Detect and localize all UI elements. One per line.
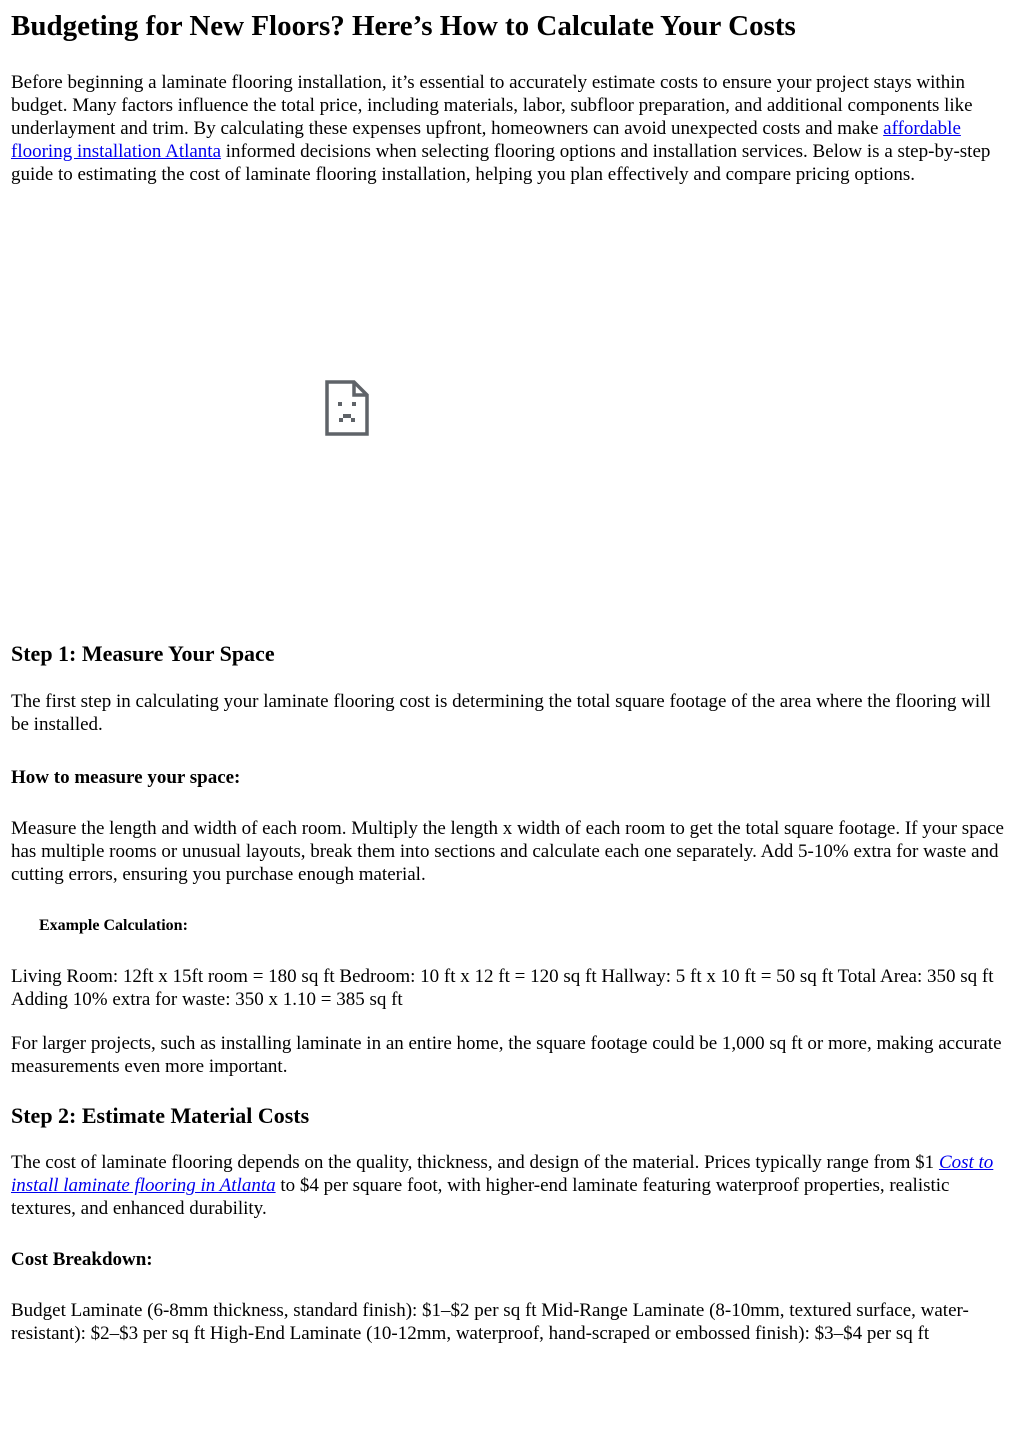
article-title: Budgeting for New Floors? Here’s How to Calculate Your Costs xyxy=(11,10,796,42)
step1-heading: Step 1: Measure Your Space xyxy=(11,641,275,666)
step1-instructions: Measure the length and width of each room. Multiply the length x width of each room to get the total square footage. If your space has multiple rooms or unusual layouts, break them into sections and calculate each one separately. Add 5-10% extra for waste and cutting errors, ensuring you purchase enough material. xyxy=(11,818,1004,885)
cost-to-install-link[interactable]: Cost to install laminate flooring in Atlanta xyxy=(11,1152,994,1196)
article-image-placeholder xyxy=(11,186,1013,641)
step2-text-after-link: to $4 per square foot, with higher-end laminate featuring waterproof properties, realistic textures, and enhanced durability. xyxy=(11,1175,950,1219)
example-calculation-heading: Example Calculation: xyxy=(39,917,188,934)
intro-paragraph xyxy=(11,71,1013,186)
article-page xyxy=(0,10,1024,1456)
cost-breakdown-heading: Cost Breakdown: xyxy=(11,1249,153,1270)
step1-subheading: How to measure your space: xyxy=(11,767,241,788)
broken-image-icon xyxy=(325,380,369,436)
intro-text-before-link: Before beginning a laminate flooring installation, it’s essential to accurately estimate costs to ensure your project stays within budget. Many factors influence the total price, including materials, labor, subfloor preparation, and additional components like underlayment and trim. By calculating these expenses upfront, homeowners can avoid unexpected costs and make xyxy=(11,72,973,139)
example-calculation: Living Room: 12ft x 15ft room = 180 sq ft Bedroom: 10 ft x 12 ft = 120 sq ft Hallway: 5 ft x 10 ft = 50 sq ft Total Area: 350 sq ft Adding 10% extra for waste: 350 x 1.10 = 385 sq ft xyxy=(11,966,994,1010)
step1-paragraph: The first step in calculating your laminate flooring cost is determining the total square footage of the area where the flooring will be installed. xyxy=(11,691,991,735)
step2-text-before-link: The cost of laminate flooring depends on the quality, thickness, and design of the material. Prices typically range from $1 xyxy=(11,1152,939,1173)
affordable-flooring-link[interactable]: affordable flooring installation Atlanta xyxy=(11,118,961,162)
intro-text-after-link: informed decisions when selecting flooring options and installation services. Below is a step-by-step guide to estimating the cost of laminate flooring installation, helping you plan effectively and compare pricing options. xyxy=(11,141,991,185)
step1-note: For larger projects, such as installing laminate in an entire home, the square footage could be 1,000 sq ft or more, making accurate measurements even more important. xyxy=(11,1033,1002,1077)
cost-breakdown-text: Budget Laminate (6-8mm thickness, standard finish): $1–$2 per sq ft Mid-Range Laminate (8-10mm, textured surface, water-resistant): $2–$3 per sq ft High-End Laminate (10-12mm, waterproof, hand-scraped or embossed finish): $3–$4 per sq ft xyxy=(11,1300,969,1344)
step2-heading: Step 2: Estimate Material Costs xyxy=(11,1103,310,1128)
step2-paragraph xyxy=(11,1151,1013,1220)
